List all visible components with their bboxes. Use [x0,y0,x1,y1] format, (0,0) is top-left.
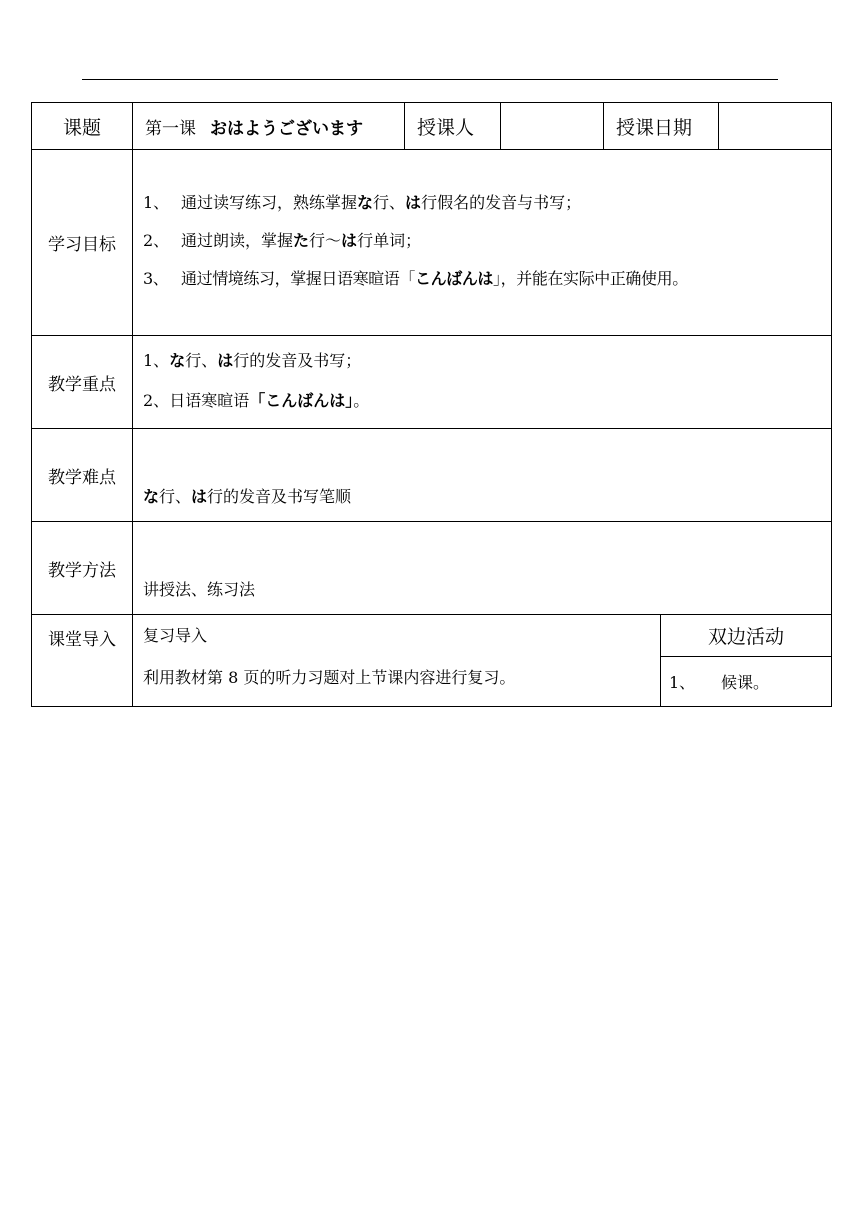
difficulties-content: な行、は行的发音及书写笔顺 [133,429,832,522]
intro-content [133,615,661,707]
lesson-prefix: 第一课 [145,118,196,139]
date-value [719,103,832,150]
lesson-title-cell [133,103,405,150]
header-row [32,103,832,150]
lesson-plan-table [31,102,832,707]
methods-content: 讲授法、练习法 [133,522,832,615]
key-point-1: 1、な行、は行的发音及书写； [143,351,362,370]
lesson-title: おはようございます [210,118,364,139]
difficulties-label: 教学难点 [32,429,133,522]
activity-text: 候课。 [721,673,770,692]
key-point-2: 2、日语寒暄语「こんばんは」。 [143,391,370,410]
activity-num: 1、 [669,673,696,692]
key-points-content [133,336,832,429]
key-points-label: 教学重点 [32,336,133,429]
goal-item-1: 1、 通过读写练习，熟练掌握な行、は行假名的发音与书写； [143,193,582,212]
teacher-value [501,103,604,150]
goals-row [32,150,832,336]
key-points-row [32,336,832,429]
goals-label: 学习目标 [32,150,133,336]
methods-label: 教学方法 [32,522,133,615]
methods-row [32,522,832,615]
teacher-label: 授课人 [405,103,501,150]
activity-header: 双边活动 [661,615,832,657]
goal-item-3: 3、 通过情境练习，掌握日语寒暄语「こんばんは」，并能在实际中正确使用。 [143,269,688,288]
intro-row-top [32,615,832,657]
intro-label: 课堂导入 [32,615,133,707]
date-label: 授课日期 [604,103,719,150]
goals-content [133,150,832,336]
goal-item-2: 2、 通过朗读，掌握た行～は行单词； [143,231,422,250]
intro-text: 利用教材第 8 页的听力习题对上节课内容进行复习。 [143,668,516,687]
activity-item [661,657,832,707]
intro-title: 复习导入 [143,626,208,645]
difficulties-row [32,429,832,522]
lesson-label: 课题 [32,103,133,150]
header-rule [82,79,778,80]
